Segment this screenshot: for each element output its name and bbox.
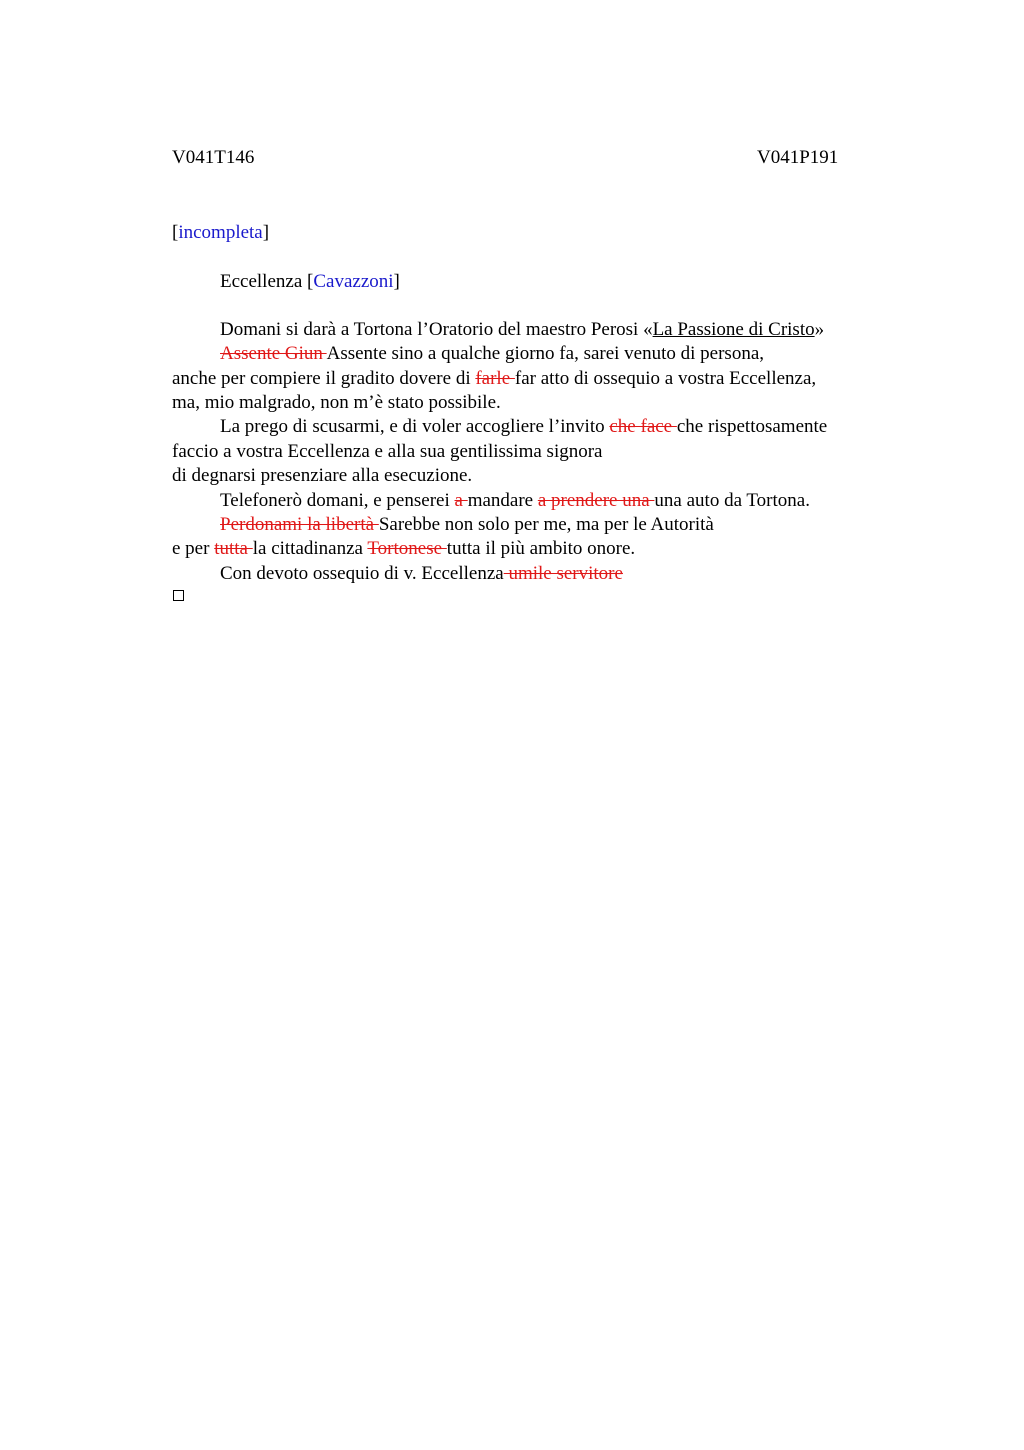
deleted-text: tutta <box>214 538 253 559</box>
oratorio-title: La Passione di Cristo <box>652 319 815 340</box>
paragraph-line: ma, mio malgrado, non m’è stato possibile. <box>172 392 501 413</box>
paragraph-line: faccio a vostra Eccellenza e alla sua gentilissima signora <box>172 441 603 462</box>
document-code-right: V041P191 <box>757 147 839 168</box>
paragraph-line: Domani si darà a Tortona l’Oratorio del maestro Perosi «La Passione di Cristo» <box>220 319 825 340</box>
paragraph-line: Assente Giun Assente sino a qualche giorno fa, sarei venuto di persona, <box>220 343 765 364</box>
paragraph-line: La prego di scusarmi, e di voler accogliere l’invito che face che rispettosamente <box>220 416 828 437</box>
deleted-text: Perdonami la libertà <box>220 514 379 535</box>
end-marker-square-icon <box>173 590 184 601</box>
deleted-text: Assente Giun <box>220 343 327 364</box>
paragraph-line: Telefonerò domani, e penserei a mandare a prendere una una auto da Tortona. <box>220 490 810 511</box>
deleted-text: a prendere una <box>537 490 655 511</box>
status-note: [incompleta] <box>172 222 270 243</box>
deleted-text: che face <box>609 416 677 437</box>
deleted-text: farle <box>475 368 515 389</box>
deleted-text: Tortonese <box>367 538 447 559</box>
recipient-name: Cavazzoni <box>313 271 394 292</box>
paragraph-line: di degnarsi presenziare alla esecuzione. <box>172 465 473 486</box>
salutation: Eccellenza [Cavazzoni] <box>220 271 400 292</box>
paragraph-line: e per tutta la cittadinanza Tortonese tutta il più ambito onore. <box>172 538 636 559</box>
deleted-text: umile servitore <box>503 563 623 584</box>
paragraph-line: Perdonami la libertà Sarebbe non solo per me, ma per le Autorità <box>220 514 714 535</box>
document-code-left: V041T146 <box>172 147 255 168</box>
status-note-text: incompleta <box>178 222 263 243</box>
closing-line: Con devoto ossequio di v. Eccellenza umile servitore <box>220 563 623 584</box>
deleted-text: a <box>454 490 468 511</box>
paragraph-line: anche per compiere il gradito dovere di farle far atto di ossequio a vostra Eccellenza, <box>172 368 817 389</box>
